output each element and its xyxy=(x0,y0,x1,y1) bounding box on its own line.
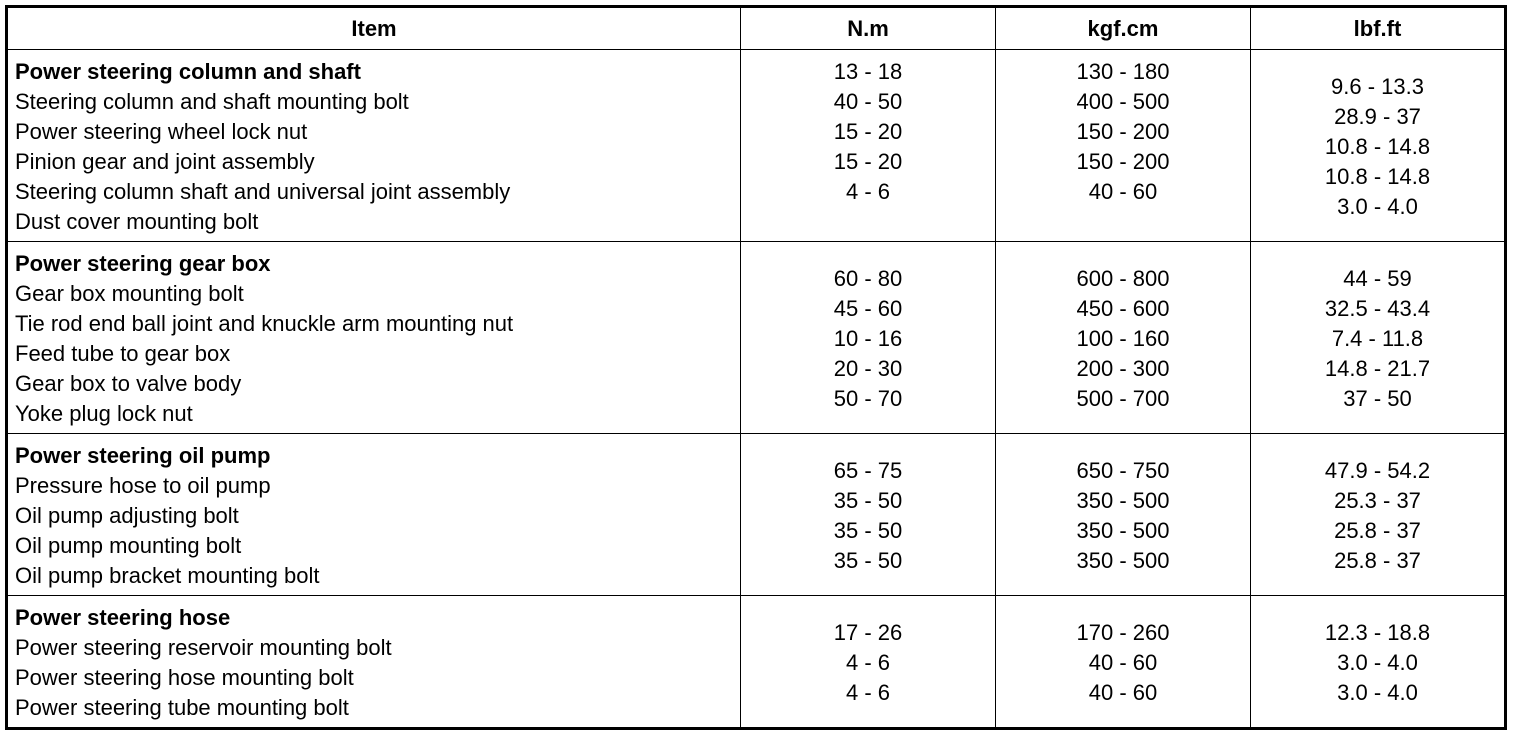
item-label: Power steering tube mounting bolt xyxy=(15,695,349,720)
kgf-value: 40 - 60 xyxy=(1088,650,1158,675)
group-title: Power steering hose xyxy=(15,605,231,630)
item-cell xyxy=(7,596,741,729)
item-label: Pinion gear and joint assembly xyxy=(15,149,315,174)
kgf-cell xyxy=(996,242,1251,434)
kgf-cell xyxy=(996,434,1251,596)
kgf-value: 150 - 200 xyxy=(1076,119,1170,144)
kgf-value: 130 - 180 xyxy=(1076,59,1170,84)
lbf-value: 3.0 - 4.0 xyxy=(1337,194,1418,219)
item-label: Tie rod end ball joint and knuckle arm mounting nut xyxy=(15,311,514,336)
nm-value: 13 - 18 xyxy=(833,59,903,84)
nm-value: 35 - 50 xyxy=(833,548,903,573)
lbf-value: 3.0 - 4.0 xyxy=(1337,650,1418,675)
kgf-value: 600 - 800 xyxy=(1076,266,1170,291)
nm-value: 17 - 26 xyxy=(833,620,903,645)
kgf-value: 350 - 500 xyxy=(1076,548,1170,573)
group-row-oil-pump xyxy=(7,434,1506,596)
item-label: Oil pump adjusting bolt xyxy=(15,503,239,528)
nm-cell xyxy=(741,242,996,434)
lbf-value: 28.9 - 37 xyxy=(1334,104,1421,129)
item-label: Power steering wheel lock nut xyxy=(15,119,308,144)
nm-value: 60 - 80 xyxy=(833,266,903,291)
lbf-value: 10.8 - 14.8 xyxy=(1324,134,1431,159)
kgf-value: 500 - 700 xyxy=(1076,386,1170,411)
nm-value: 50 - 70 xyxy=(833,386,903,411)
kgf-value: 200 - 300 xyxy=(1076,356,1170,381)
lbf-value: 44 - 59 xyxy=(1343,266,1412,291)
item-label: Power steering reservoir mounting bolt xyxy=(15,635,392,660)
lbf-cell xyxy=(1251,596,1506,729)
item-cell xyxy=(7,242,741,434)
nm-value: 15 - 20 xyxy=(833,149,903,174)
nm-value: 4 - 6 xyxy=(845,680,891,705)
lbf-value: 10.8 - 14.8 xyxy=(1324,164,1431,189)
kgf-value: 650 - 750 xyxy=(1076,458,1170,483)
torque-specification-table xyxy=(5,5,1507,730)
nm-value: 65 - 75 xyxy=(833,458,903,483)
item-label: Power steering hose mounting bolt xyxy=(15,665,354,690)
item-label: Steering column and shaft mounting bolt xyxy=(15,89,409,114)
lbf-value: 12.3 - 18.8 xyxy=(1324,620,1431,645)
kgf-value: 450 - 600 xyxy=(1076,296,1170,321)
lbf-value: 32.5 - 43.4 xyxy=(1324,296,1431,321)
lbf-value: 25.8 - 37 xyxy=(1334,548,1421,573)
group-row-hose xyxy=(7,596,1506,729)
nm-value: 35 - 50 xyxy=(833,518,903,543)
group-row-column-and-shaft xyxy=(7,50,1506,242)
nm-value: 45 - 60 xyxy=(833,296,903,321)
nm-value: 4 - 6 xyxy=(845,650,891,675)
group-row-gear-box xyxy=(7,242,1506,434)
header-kgf: kgf.cm xyxy=(996,7,1251,50)
item-cell xyxy=(7,434,741,596)
lbf-cell xyxy=(1251,242,1506,434)
group-title: Power steering gear box xyxy=(15,251,271,276)
nm-value: 35 - 50 xyxy=(833,488,903,513)
lbf-value: 14.8 - 21.7 xyxy=(1324,356,1431,381)
kgf-value: 170 - 260 xyxy=(1076,620,1170,645)
lbf-value: 7.4 - 11.8 xyxy=(1331,326,1424,351)
nm-cell xyxy=(741,596,996,729)
header-row xyxy=(7,7,1506,50)
group-title: Power steering oil pump xyxy=(15,443,271,468)
item-label: Gear box mounting bolt xyxy=(15,281,244,306)
nm-value: 15 - 20 xyxy=(833,119,903,144)
kgf-value: 350 - 500 xyxy=(1076,518,1170,543)
kgf-value: 150 - 200 xyxy=(1076,149,1170,174)
lbf-cell xyxy=(1251,434,1506,596)
item-label: Steering column shaft and universal joint assembly xyxy=(15,179,511,204)
kgf-value: 40 - 60 xyxy=(1088,179,1158,204)
item-label: Oil pump bracket mounting bolt xyxy=(15,563,320,588)
kgf-value: 100 - 160 xyxy=(1076,326,1170,351)
item-cell xyxy=(7,50,741,242)
header-item: Item xyxy=(7,7,741,50)
item-label: Feed tube to gear box xyxy=(15,341,231,366)
nm-value: 10 - 16 xyxy=(833,326,903,351)
group-title: Power steering column and shaft xyxy=(15,59,361,84)
lbf-value: 37 - 50 xyxy=(1343,386,1412,411)
nm-value: 4 - 6 xyxy=(845,179,891,204)
nm-cell xyxy=(741,50,996,242)
kgf-value: 350 - 500 xyxy=(1076,488,1170,513)
kgf-cell xyxy=(996,50,1251,242)
lbf-value: 25.8 - 37 xyxy=(1334,518,1421,543)
lbf-value: 25.3 - 37 xyxy=(1334,488,1421,513)
header-nm: N.m xyxy=(741,7,996,50)
item-label: Yoke plug lock nut xyxy=(15,401,193,426)
header-lbf: lbf.ft xyxy=(1251,7,1506,50)
kgf-value: 400 - 500 xyxy=(1076,89,1170,114)
item-label: Oil pump mounting bolt xyxy=(15,533,242,558)
item-label: Pressure hose to oil pump xyxy=(15,473,271,498)
kgf-cell xyxy=(996,596,1251,729)
lbf-cell xyxy=(1251,50,1506,242)
nm-cell xyxy=(741,434,996,596)
lbf-value: 47.9 - 54.2 xyxy=(1324,458,1431,483)
lbf-value: 3.0 - 4.0 xyxy=(1337,680,1418,705)
nm-value: 40 - 50 xyxy=(833,89,903,114)
lbf-value: 9.6 - 13.3 xyxy=(1331,74,1424,99)
nm-value: 20 - 30 xyxy=(833,356,903,381)
item-label: Gear box to valve body xyxy=(15,371,242,396)
item-label: Dust cover mounting bolt xyxy=(15,209,259,234)
kgf-value: 40 - 60 xyxy=(1088,680,1158,705)
